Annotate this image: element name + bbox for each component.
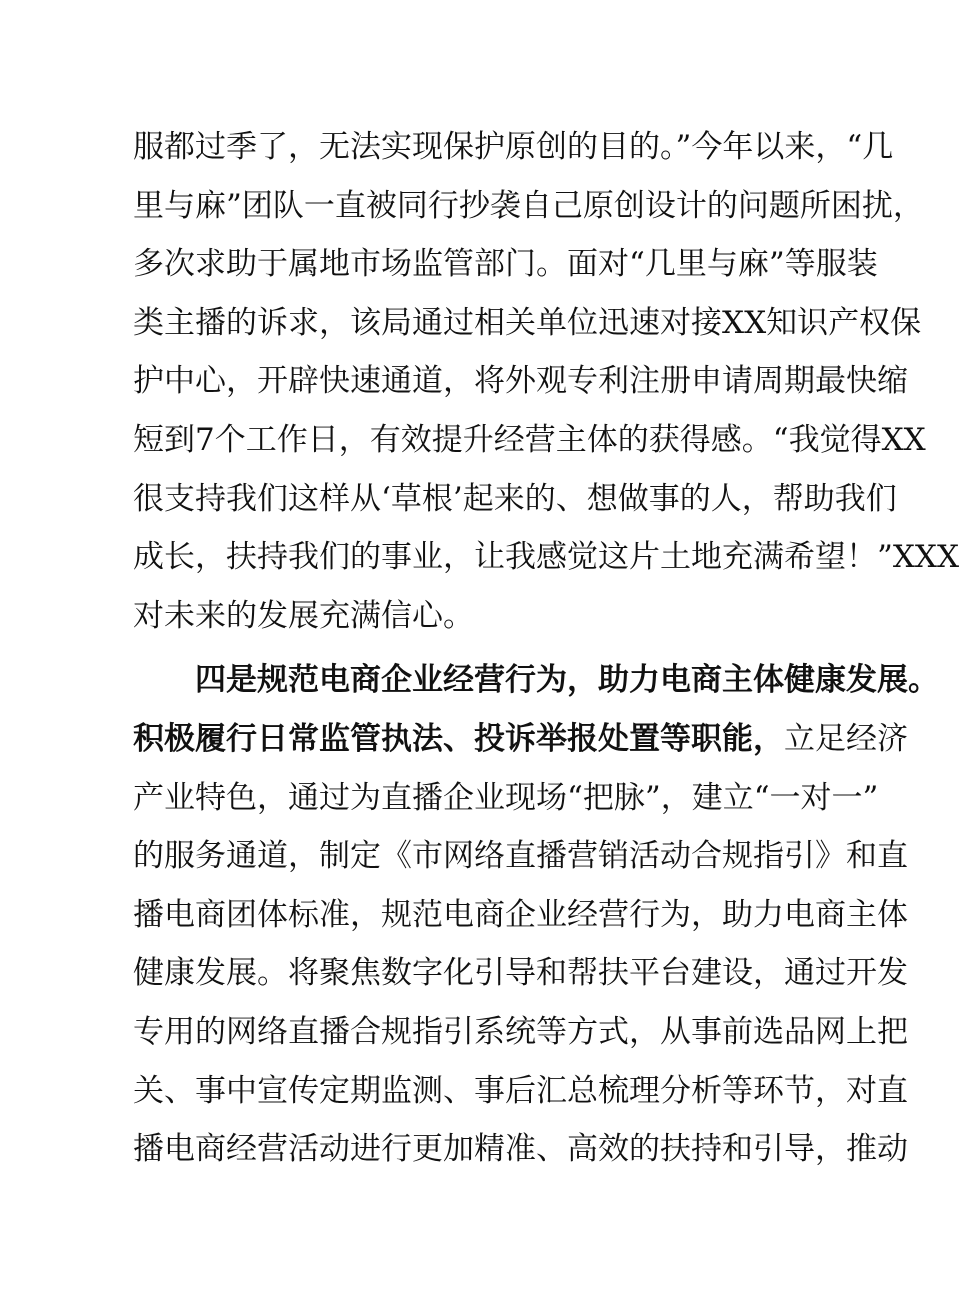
text-line — [133, 1003, 908, 1062]
text-run: 对未来的发展充满信心。 — [133, 597, 474, 634]
body-text — [133, 118, 959, 1179]
text-line — [133, 352, 908, 411]
text-line — [133, 235, 878, 294]
text-line — [133, 769, 879, 828]
text-run: 播电商经营活动进行更加精准、高效的扶持和引导，推动 — [133, 1131, 908, 1168]
text-run: 的服务通道，制定《市网络直播营销活动合规指引》和直 — [133, 838, 908, 875]
text-run: 专用的网络直播合规指引系统等方式，从事前选品网上把 — [133, 1013, 908, 1050]
text-line — [133, 710, 908, 769]
text-line — [133, 1120, 908, 1179]
text-line — [133, 944, 908, 1003]
text-line — [133, 118, 894, 177]
text-run: 类主播的诉求，该局通过相关单位迅速对接XX知识产权保 — [133, 304, 922, 341]
text-run: 很支持我们这样从‘草根’起来的、想做事的人，帮助我们 — [133, 480, 897, 517]
text-run: 短到7个工作日，有效提升经营主体的获得感。“我觉得XX — [133, 421, 926, 458]
text-run: 健康发展。将聚焦数字化引导和帮扶平台建设，通过开发 — [133, 955, 908, 992]
text-line — [133, 827, 908, 886]
bold-run: 积极履行日常监管执法、投诉举报处置等职能， — [133, 720, 784, 757]
text-run: 成长，扶持我们的事业，让我感觉这片土地充满希望！”XXX — [133, 539, 959, 576]
text-run: 产业特色，通过为直播企业现场“把脉”，建立“一对一” — [133, 779, 879, 816]
text-line — [133, 294, 922, 353]
text-line — [133, 411, 926, 470]
bold-heading: 四是规范电商企业经营行为，助力电商主体健康发展。 — [195, 662, 939, 699]
text-line — [133, 470, 897, 529]
text-run: 服都过季了，无法实现保护原创的目的。”今年以来，“几 — [133, 129, 894, 165]
text-line — [133, 886, 908, 945]
text-run: 播电商团体标准，规范电商企业经营行为，助力电商主体 — [133, 896, 908, 933]
text-line — [133, 587, 803, 646]
text-line — [133, 528, 959, 587]
text-run: 多次求助于属地市场监管部门。面对“几里与麻”等服装 — [133, 246, 878, 283]
text-run: 里与麻”团队一直被同行抄袭自己原创设计的问题所困扰， — [133, 187, 924, 224]
text-run: 护中心，开辟快速通道，将外观专利注册申请周期最快缩 — [133, 363, 908, 400]
text-run: 关、事中宣传定期监测、事后汇总梳理分析等环节，对直 — [133, 1072, 908, 1109]
text-line — [133, 1062, 908, 1121]
text-line-heading — [133, 651, 939, 710]
text-line — [133, 177, 924, 236]
text-run: 立足经济 — [784, 720, 908, 757]
